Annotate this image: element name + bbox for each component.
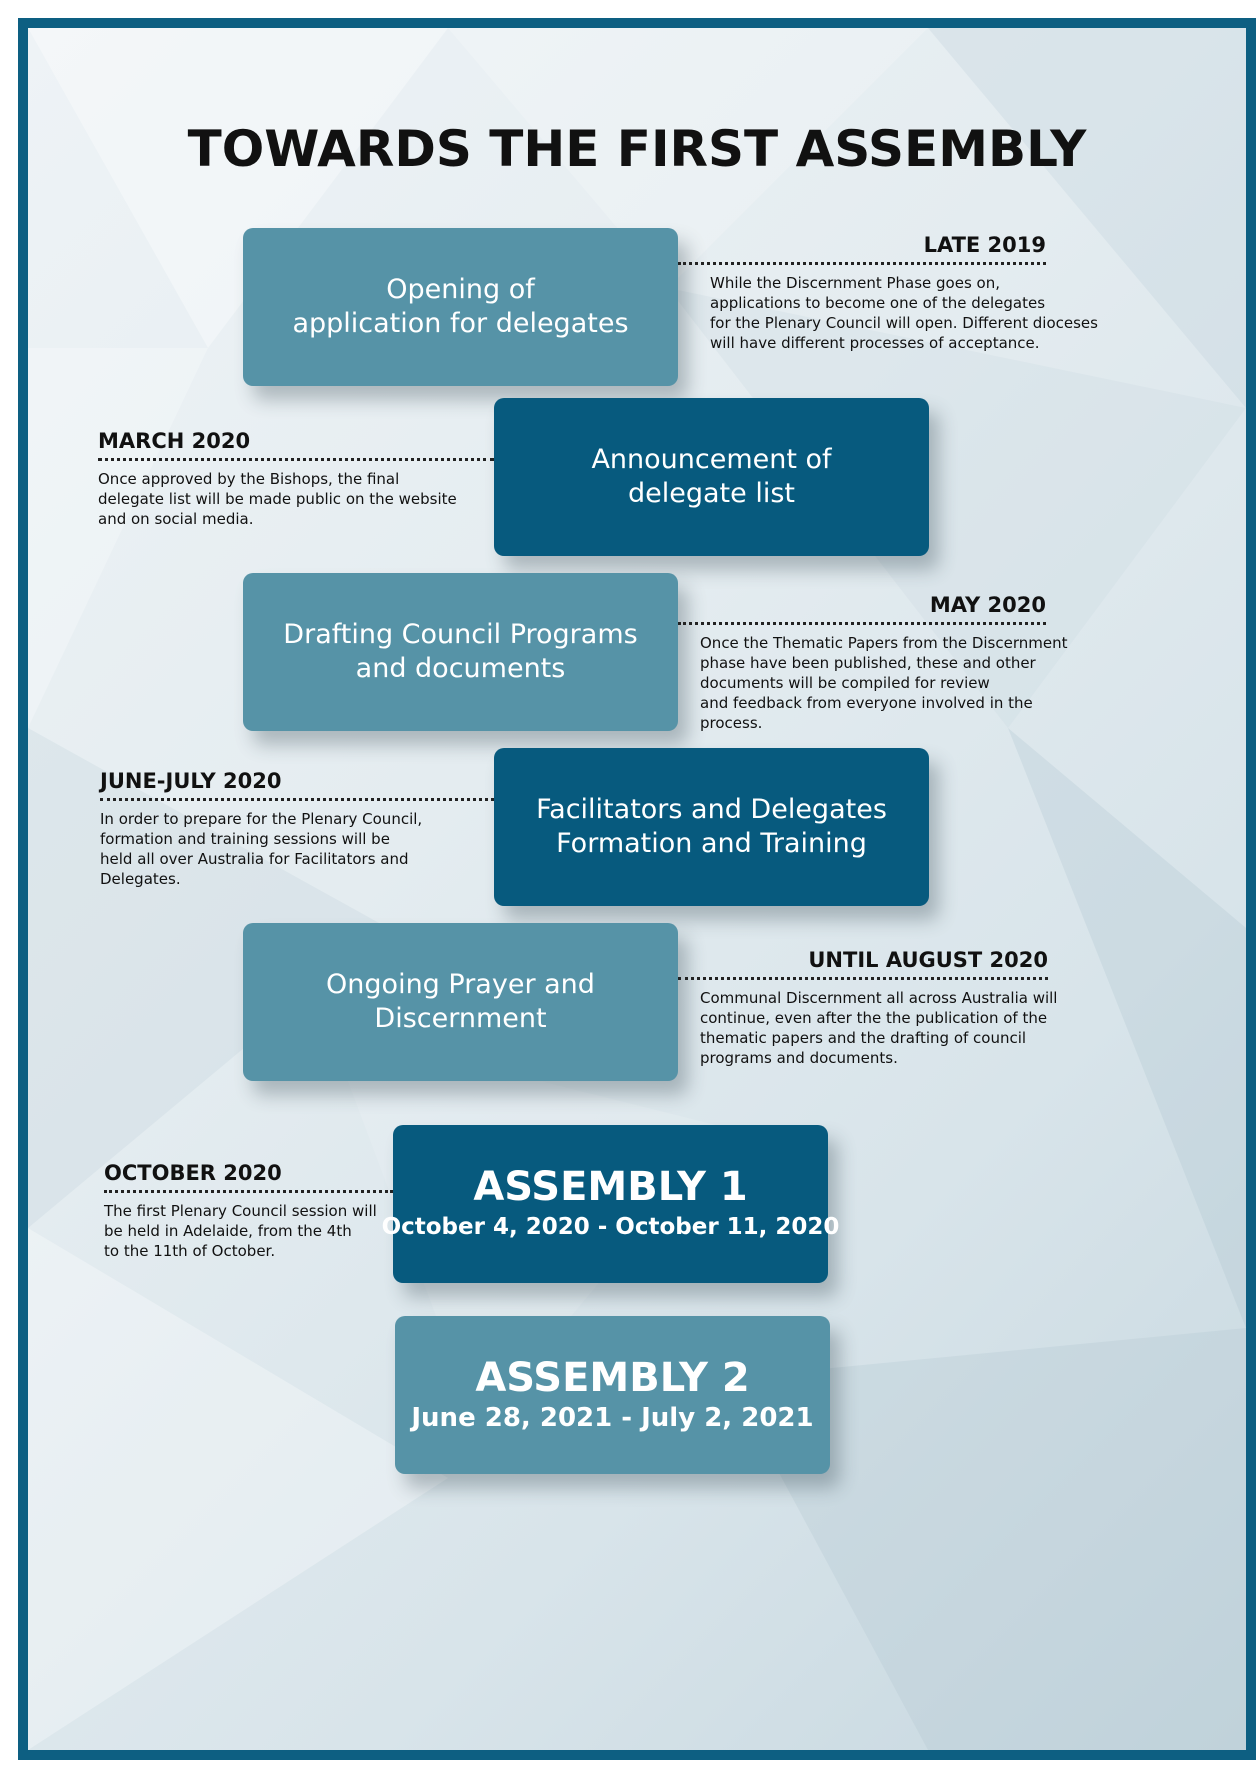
- step-description: Once the Thematic Papers from the Discernment phase have been published, these and other documents will be compiled for review and feedback from everyone involved in the process.: [700, 634, 1068, 732]
- assembly-2-title: ASSEMBLY 2: [475, 1355, 750, 1401]
- dotted-connector: [678, 977, 1048, 980]
- step-note-june-july-2020: [100, 768, 494, 889]
- step-box-drafting: [243, 573, 678, 731]
- step-date: LATE 2019: [923, 233, 1046, 257]
- step-box-line: Facilitators and Delegates: [536, 794, 887, 825]
- step-box-line: Opening of: [386, 274, 535, 305]
- poster-frame: [18, 18, 1256, 1760]
- step-box-line: Discernment: [374, 1003, 547, 1034]
- step-box-formation-training: [494, 748, 929, 906]
- assembly-2-box: [395, 1316, 830, 1474]
- step-note-late-2019: [678, 232, 1098, 353]
- step-note-may-2020: [678, 592, 1068, 733]
- step-note-until-august-2020: [678, 947, 1058, 1068]
- step-description: Once approved by the Bishops, the final delegate list will be made public on the website and on social media.: [98, 470, 457, 528]
- assembly-2-dates: June 28, 2021 - July 2, 2021: [411, 1403, 814, 1433]
- dotted-connector: [100, 798, 494, 801]
- step-box-opening-applications: [243, 228, 678, 386]
- dotted-connector: [98, 458, 494, 461]
- dotted-connector: [678, 262, 1046, 265]
- page-title: TOWARDS THE FIRST ASSEMBLY: [187, 120, 1087, 178]
- assembly-1-box: [381, 1125, 840, 1283]
- step-box-prayer-discernment: [243, 923, 678, 1081]
- step-box-line: Ongoing Prayer and: [326, 969, 595, 1000]
- step-date: MARCH 2020: [98, 429, 251, 453]
- assembly-1-description: The first Plenary Council session will be held in Adelaide, from the 4th to the 11th of October.: [104, 1202, 377, 1260]
- step-description: Communal Discernment all across Australia will continue, even after the the publication of the thematic papers and the drafting of council programs and documents.: [700, 989, 1058, 1067]
- step-box-line: delegate list: [628, 478, 795, 509]
- step-date: JUNE-JULY 2020: [100, 769, 282, 793]
- step-box-line: Formation and Training: [556, 828, 867, 859]
- assembly-1-note-date: OCTOBER 2020: [104, 1161, 282, 1185]
- step-box-line: application for delegates: [292, 308, 629, 339]
- assembly-1-title: ASSEMBLY 1: [473, 1164, 748, 1210]
- step-date: UNTIL AUGUST 2020: [808, 948, 1048, 972]
- dotted-connector: [678, 622, 1046, 625]
- step-box-line: and documents: [355, 653, 566, 684]
- dotted-connector: [104, 1190, 393, 1193]
- step-date: MAY 2020: [929, 593, 1046, 617]
- assembly-1-dates: October 4, 2020 - October 11, 2020: [381, 1214, 840, 1240]
- step-box-line: Announcement of: [591, 444, 832, 475]
- step-box-line: Drafting Council Programs: [283, 619, 638, 650]
- step-note-march-2020: [98, 428, 494, 529]
- step-box-announcement: [494, 398, 929, 556]
- step-description: While the Discernment Phase goes on, applications to become one of the delegates for the Plenary Council will open. Different dioceses will have different processes of acceptance.: [710, 274, 1098, 352]
- assembly-1-note: [104, 1160, 393, 1261]
- step-description: In order to prepare for the Plenary Council, formation and training sessions will be held all over Australia for Facilitators and Delegates.: [100, 810, 423, 888]
